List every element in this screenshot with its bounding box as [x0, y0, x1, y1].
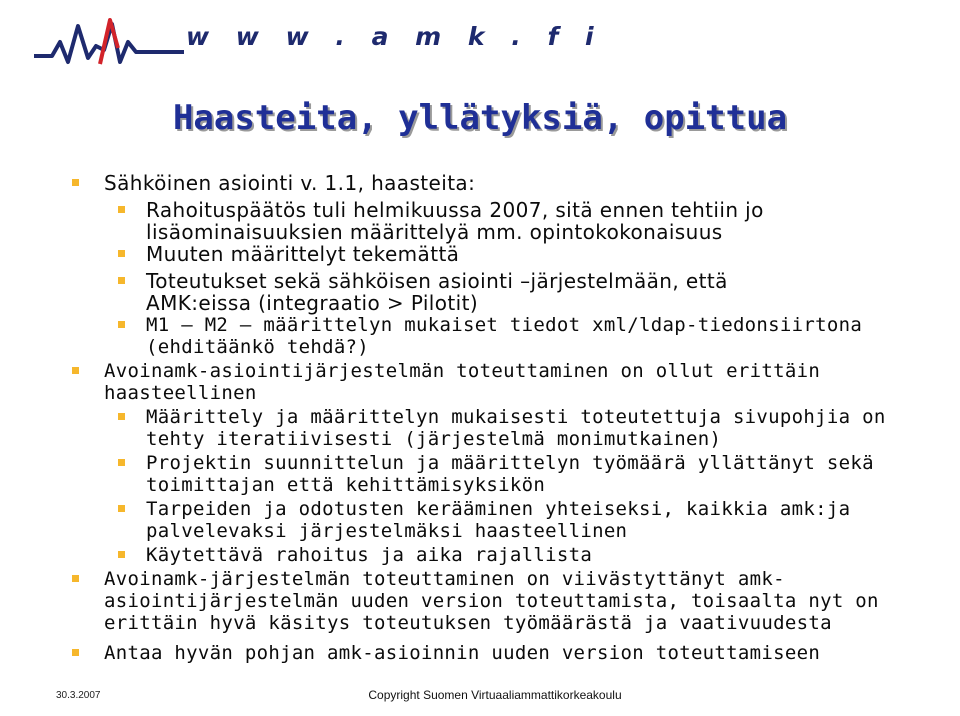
bullet-text-line: Tarpeiden ja odotusten kerääminen yhteiseksi, kaikkia amk:ja — [146, 498, 851, 520]
bullet-text-line: Projektin suunnittelun ja määrittelyn työmäärä yllättänyt sekä — [146, 452, 874, 474]
bullet-b1c — [146, 270, 906, 314]
bullet-text-line: haasteellinen — [104, 382, 257, 404]
bullet-marker-icon — [118, 250, 125, 257]
bullet-text-line: Sähköinen asiointi v. 1.1, haasteita: — [104, 171, 476, 195]
bullet-b1d — [146, 314, 906, 358]
bullet-marker-icon — [118, 551, 125, 558]
bullet-b4 — [104, 642, 894, 664]
bullet-text-line: erittäin hyvä käsitys toteutuksen työmäärästä ja vaativuudesta — [104, 612, 832, 634]
bullet-text-line: asiointijärjestelmän uuden version toteuttamista, toisaalta nyt on — [104, 590, 879, 612]
bullet-marker-icon — [72, 179, 79, 186]
bullet-marker-icon — [72, 649, 79, 656]
bullet-text-line: Antaa hyvän pohjan amk-asioinnin uuden version toteuttamiseen — [104, 642, 821, 664]
bullet-marker-icon — [118, 321, 125, 328]
bullet-marker-icon — [118, 206, 125, 213]
bullet-b2c — [146, 498, 906, 542]
slide-title: Haasteita, yllätyksiä, opittua — [172, 98, 788, 138]
bullet-text-line: toimittajan että kehittämisyksikön — [146, 474, 546, 496]
bullet-text-line: AMK:eissa (integraatio > Pilotit) — [146, 291, 479, 315]
bullet-text-line: Toteutukset sekä sähköisen asiointi –järjestelmään, että — [146, 269, 728, 293]
bullet-text-line: Käytettävä rahoitus ja aika rajallista — [146, 544, 593, 566]
bullet-b2a — [146, 406, 906, 450]
bullet-b2b — [146, 452, 906, 496]
bullet-text-line: Avoinamk-asiointijärjestelmän toteuttaminen on ollut erittäin — [104, 360, 821, 382]
bullet-b1 — [104, 172, 894, 194]
bullet-text-line: Määrittely ja määrittelyn mukaisesti toteutettuja sivupohjia on — [146, 406, 886, 428]
bullet-marker-icon — [118, 459, 125, 466]
bullet-b3 — [104, 568, 894, 634]
bullet-marker-icon — [72, 367, 79, 374]
bullet-text-line: tehty iteratiivisesti (järjestelmä monimutkainen) — [146, 428, 722, 450]
website-url: w w w . a m k . f i — [186, 22, 603, 51]
bullet-marker-icon — [118, 277, 125, 284]
bullet-text-line: Rahoituspäätös tuli helmikuussa 2007, sitä ennen tehtiin jo — [146, 198, 764, 222]
bullet-marker-icon — [118, 413, 125, 420]
bullet-text-line: Muuten määrittelyt tekemättä — [146, 242, 460, 266]
bullet-b2d — [146, 544, 906, 566]
bullet-text-line: Avoinamk-järjestelmän toteuttaminen on viivästyttänyt amk- — [104, 568, 785, 590]
bullet-b1b — [146, 243, 906, 265]
bullet-text-line: palvelevaksi järjestelmäksi haasteellinen — [146, 520, 628, 542]
copyright-footer: Copyright Suomen Virtuaaliammattikorkeakoulu — [368, 688, 622, 702]
bullet-text-line: (ehditäänkö tehdä?) — [146, 336, 370, 358]
bullet-marker-icon — [72, 575, 79, 582]
slide-header — [0, 0, 960, 80]
bullet-marker-icon — [118, 505, 125, 512]
bullet-b2 — [104, 360, 894, 404]
slide-date: 30.3.2007 — [56, 690, 101, 701]
bullet-text-line: M1 – M2 – määrittelyn mukaiset tiedot xml/ldap-tiedonsiirtona — [146, 314, 863, 336]
amk-logo-icon — [34, 12, 184, 70]
bullet-b1a — [146, 199, 906, 243]
bullet-text-line: lisäominaisuuksien määrittelyä mm. opintokokonaisuus — [146, 220, 723, 244]
